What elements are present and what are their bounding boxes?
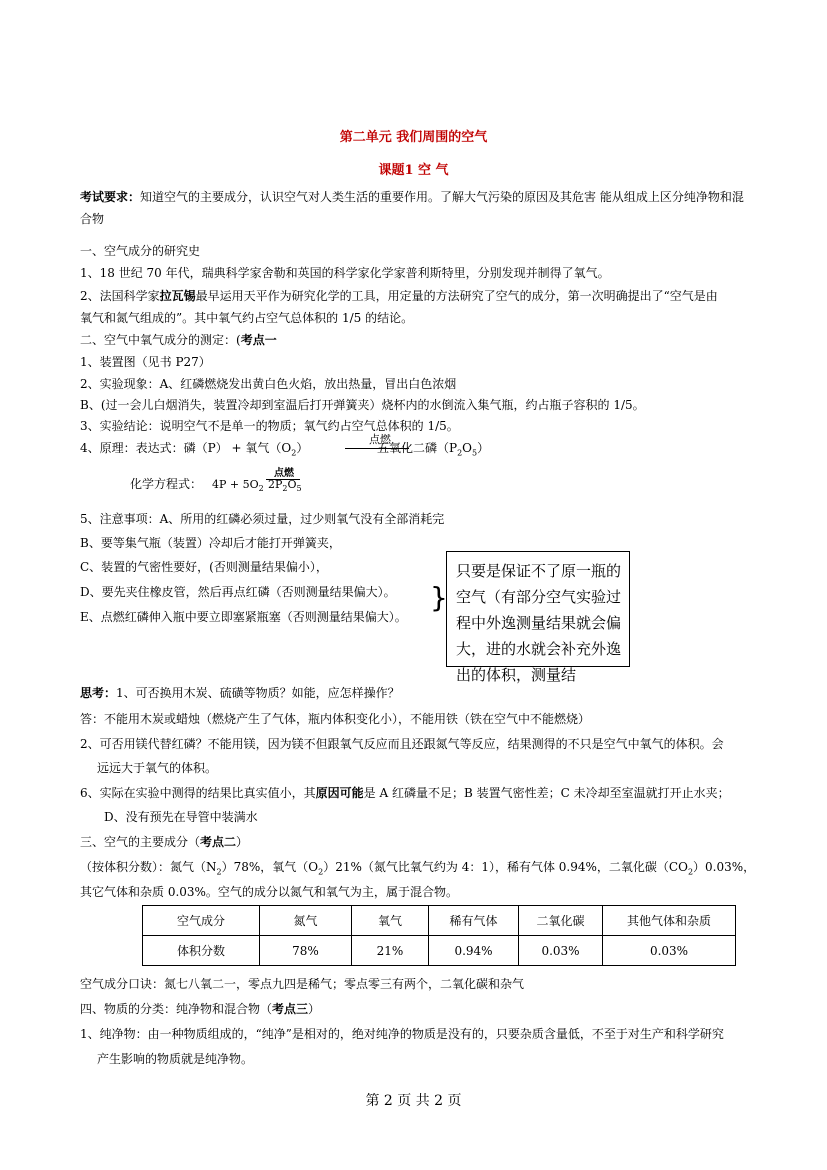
section-2-item-5e: E、点燃红磷伸入瓶中要立即塞紧瓶塞（否则测量结果偏大）。 <box>80 610 407 624</box>
section-2-item-5b: B、要等集气瓶（装置）冷却后才能打开弹簧夹， <box>80 536 341 550</box>
section-3-line-2: 其它气体和杂质 0.03%。空气的成分以氮气和氧气为主，属于混合物。 <box>80 885 458 899</box>
exam-point-1: 考点一 <box>240 333 277 347</box>
section-4-item-1: 1、纯净物：由一种物质组成的，“纯净”是相对的，绝对纯净的物质是没有的，只要杂质含量低，不至于对生产和科学研究 <box>80 1027 724 1041</box>
equation-label: 化学方程式： <box>130 477 203 491</box>
section-3-line-1: （按体积分数）：氮气$(N_2)78\%$，氧气$(O_2)21\%$（氮气比氧气约为 4：1），稀有气体 0.94%，二氧化碳$(CO_2)0.03\%$， <box>80 860 756 877</box>
ignite-label-1: 点燃 <box>369 433 391 446</box>
table-cell: 78% <box>260 936 352 966</box>
table-header-row <box>143 906 736 936</box>
note-text: 只要是保证不了原一瓶的空气（有部分空气实验过程中外逸测量结果就会偏大，进的水就会补充外逸出的体积，测量结 <box>456 562 622 684</box>
table-header-cell: 其他气体和杂质 <box>603 906 736 936</box>
section-2-item-2b: B、(过一会儿白烟消失，装置冷却到室温后打开弹簧夹）烧杯内的水倒流入集气瓶，约占瓶子容积的 1/5。 <box>80 398 645 412</box>
brace-symbol: } <box>430 581 448 614</box>
think-item-2-cont: 远远大于氧气的体积。 <box>97 761 218 775</box>
section-2-item-1: 1、装置图（见书 P27） <box>80 355 211 369</box>
section-2-item-5c: C、装置的气密性要好，(否则测量结果偏小）， <box>80 560 328 574</box>
table-header-cell: 二氧化碳 <box>519 906 603 936</box>
table-header-cell: 氮气 <box>260 906 352 936</box>
mnemonic-line: 空气成分口诀：氮七八氧二一，零点九四是稀气；零点零三有两个，二氧化碳和杂气 <box>80 977 525 991</box>
exam-requirement <box>80 186 752 230</box>
table-cell: 0.94% <box>429 936 519 966</box>
table-header-cell: 氧气 <box>352 906 429 936</box>
section-4-heading: 四、物质的分类：纯净物和混合物（考点三） <box>80 1002 321 1016</box>
air-composition-table <box>142 905 736 966</box>
think-item-6: 6、实际在实验中测得的结果比真实值小，其原因可能是 A 红磷量不足；B 装置气密性差；C 未冷却至室温就打开止水夹； <box>80 786 730 800</box>
table-row <box>143 936 736 966</box>
equation-right: $2P_2O_5$ <box>268 478 302 494</box>
table-header-cell: 空气成分 <box>143 906 260 936</box>
section-1-item-2-cont: 氧气和氮气组成的”。其中氧气约占空气总体积的 1/5 的结论。 <box>80 311 414 325</box>
exam-point-3: 考点三 <box>272 1002 309 1016</box>
think-item-6-cont: D、没有预先在导管中装满水 <box>104 810 258 824</box>
section-2-item-4: 4、原理：表达式：磷（P） + 氧气$(O_2)$ <box>80 441 309 458</box>
lavoisier-name: 拉瓦锡 <box>159 289 196 303</box>
unit-title: 第二单元 我们周围的空气 <box>339 130 488 145</box>
section-2-item-5d: D、要先夹住橡皮管，然后再点红磷（否则测量结果偏大）。 <box>80 585 396 599</box>
section-1-heading: 一、空气成分的研究史 <box>80 244 201 258</box>
requirement-label: 考试要求： <box>80 190 141 204</box>
table-row-label: 体积分数 <box>143 936 260 966</box>
section-2-heading: 二、空气中氧气成分的测定：(考点一 <box>80 333 277 347</box>
product-label: 五氧化二磷$(P_2O_5)$ <box>377 441 490 458</box>
possible-reason-label: 原因可能 <box>315 786 364 800</box>
section-2-item-2: 2、实验现象：A、红磷燃烧发出黄白色火焰，放出热量，冒出白色浓烟 <box>80 377 457 391</box>
section-2-item-5: 5、注意事项：A、所用的红磷必须过量，过少则氧气没有全部消耗完 <box>80 512 445 526</box>
table-cell: 21% <box>352 936 429 966</box>
table-cell: 0.03% <box>603 936 736 966</box>
ignite-label-2: 点燃 <box>274 468 294 479</box>
think-answer: 答：不能用木炭或蜡烛（燃烧产生了气体，瓶内体积变化小），不能用铁（铁在空气中不能燃烧） <box>80 712 591 726</box>
table-header-cell: 稀有气体 <box>429 906 519 936</box>
lesson-title: 课题1 空 气 <box>378 163 449 178</box>
think-question: 思考：1、可否换用木炭、硫磺等物质？如能，应怎样操作？ <box>80 686 400 700</box>
equation-left: $4P + 5O_2$ <box>212 478 264 494</box>
think-item-2: 2、可否用镁代替红磷？不能用镁，因为镁不但跟氧气反应而且还跟氮气等反应，结果测得的不只是空气中氧气的体积。会 <box>80 737 724 751</box>
section-2-item-3: 3、实验结论：说明空气不是单一的物质；氧气约占空气总体积的 1/5。 <box>80 419 459 433</box>
section-1-item-2: 2、法国科学家拉瓦锡最早运用天平作为研究化学的工具，用定量的方法研究了空气的成分，第一次明确提出了“空气是由 <box>80 289 718 303</box>
section-1-item-1: 1、18 世纪 70 年代，瑞典科学家舍勒和英国的科学家化学家普利斯特里，分别发现并制得了氧气。 <box>80 266 610 280</box>
section-4-item-1-cont: 产生影响的物质就是纯净物。 <box>97 1052 254 1066</box>
exam-point-2: 考点二 <box>200 835 237 849</box>
think-label: 思考： <box>80 686 117 700</box>
section-3-heading: 三、空气的主要成分（考点二） <box>80 835 249 849</box>
requirement-text: 知道空气的主要成分，认识空气对人类生活的重要作用。了解大气污染的原因及其危害 能从组成上区分纯净物和混合物 <box>80 190 744 226</box>
table-cell: 0.03% <box>519 936 603 966</box>
note-box <box>446 551 630 684</box>
page-footer: 第 2 页 共 2 页 <box>365 1093 462 1109</box>
